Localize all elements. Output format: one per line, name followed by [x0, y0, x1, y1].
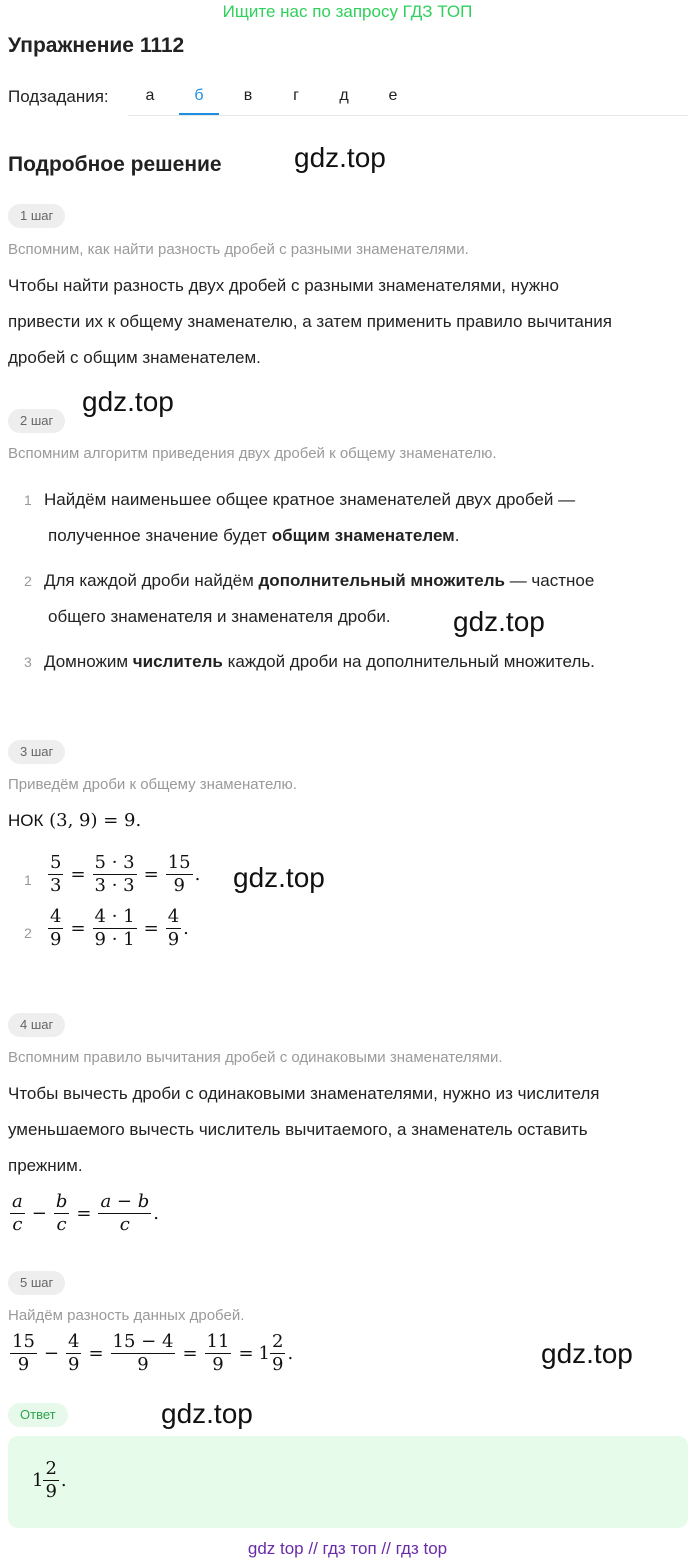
list-item-line: общего знаменателя и знаменателя дроби.	[48, 607, 391, 626]
watermark: gdz.top	[161, 1398, 253, 1429]
equation-number: 1	[24, 872, 32, 888]
answer-box	[8, 1436, 688, 1528]
equation-2: $\frac{4}{9}$ = $\frac{4 \cdot 1}{9 \cdot 1}$ = $\frac{4}{9}$ .	[50, 906, 189, 950]
difference-formula: $\frac{15}{9}$ − $\frac{4}{9}$ = $\frac{15 - 4}{9}$ = $\frac{11}{9}$ = 1 $\frac{2}{9}$ .	[12, 1331, 294, 1375]
step-text-line: дробей с общим знаменателем.	[8, 348, 261, 367]
step-text-line: прежним.	[8, 1156, 83, 1175]
footer-separator: //	[308, 1539, 318, 1558]
answer-badge: Ответ	[8, 1403, 68, 1427]
subtraction-rule-formula: $\frac{a}{c}$ − $\frac{b}{c}$ = $\frac{a - b}{c}$ .	[12, 1191, 159, 1235]
step-badge: 4 шаг	[8, 1013, 65, 1037]
footer-link-gdz-top-mixed[interactable]: гдз top	[395, 1539, 448, 1558]
subtask-tab-a[interactable]: а	[145, 87, 155, 104]
page-title: Упражнение 1112	[8, 34, 185, 57]
section-title: Подробное решение	[8, 153, 222, 176]
footer-link-gdz-top[interactable]: gdz top	[247, 1539, 304, 1558]
step-badge: 2 шаг	[8, 409, 65, 433]
subtask-tab-g[interactable]: г	[293, 87, 299, 104]
step-text-line: уменьшаемого вычесть числитель вычитаемого, а знаменатель оставить	[8, 1120, 588, 1139]
watermark: gdz.top	[233, 862, 325, 893]
answer-value: 1 $\frac{2}{9}$ .	[32, 1458, 67, 1502]
watermark: gdz.top	[453, 606, 545, 637]
list-item-number: 2	[24, 573, 32, 589]
subtask-tab-v[interactable]: в	[243, 87, 253, 104]
step-hint: Вспомним алгоритм приведения двух дробей к общему знаменателю.	[8, 445, 497, 462]
subtask-tab-e[interactable]: е	[388, 87, 398, 104]
step-text-line: привести их к общему знаменателю, а затем применить правило вычитания	[8, 312, 612, 331]
list-item-number: 1	[24, 492, 32, 508]
list-item-line: Домножим числитель каждой дроби на дополнительный множитель.	[44, 652, 595, 671]
footer-links	[0, 1538, 695, 1560]
step-hint: Вспомним, как найти разность дробей с разными знаменателями.	[8, 241, 469, 258]
list-item-line: Найдём наименьшее общее кратное знаменателей двух дробей —	[44, 490, 576, 509]
list-item-number: 3	[24, 654, 32, 670]
step-text-line: Чтобы найти разность двух дробей с разными знаменателями, нужно	[8, 276, 560, 295]
list-item-line: полученное значение будет общим знаменателем.	[48, 526, 460, 545]
bold-term: общим знаменателем	[271, 526, 455, 545]
watermark: gdz.top	[541, 1338, 633, 1369]
footer-link-gdz-top-ru[interactable]: гдз топ	[322, 1539, 377, 1558]
watermark: gdz.top	[294, 142, 386, 173]
step-hint: Приведём дроби к общему знаменателю.	[8, 776, 297, 793]
equation-1: $\frac{5}{3}$ = $\frac{5 \cdot 3}{3 \cdot 3}$ = $\frac{15}{9}$ .	[50, 852, 201, 896]
watermark: gdz.top	[82, 386, 174, 417]
subtask-tab-d[interactable]: д	[339, 87, 349, 104]
list-item-line: Для каждой дроби найдём дополнительный множитель — частное	[44, 571, 595, 590]
step-hint: Найдём разность данных дробей.	[8, 1307, 245, 1324]
footer-separator: //	[381, 1539, 391, 1558]
bold-term: числитель	[132, 652, 223, 671]
step-badge: 3 шаг	[8, 740, 65, 764]
nok-formula: НОК (3, 9) = 9.	[8, 810, 142, 831]
step-hint: Вспомним правило вычитания дробей с одинаковыми знаменателями.	[8, 1049, 503, 1066]
step-text-line: Чтобы вычесть дроби с одинаковыми знаменателями, нужно из числителя	[8, 1084, 600, 1103]
bold-term: дополнительный множитель	[258, 571, 505, 590]
promo-link[interactable]: Ищите нас по запросу ГДЗ ТОП	[222, 2, 473, 21]
subtasks-divider	[128, 115, 688, 116]
subtasks-label: Подзадания:	[8, 87, 109, 106]
equation-number: 2	[24, 925, 32, 941]
subtask-tab-b[interactable]: б	[179, 84, 219, 115]
step-badge: 5 шаг	[8, 1271, 65, 1295]
step-badge: 1 шаг	[8, 204, 65, 228]
